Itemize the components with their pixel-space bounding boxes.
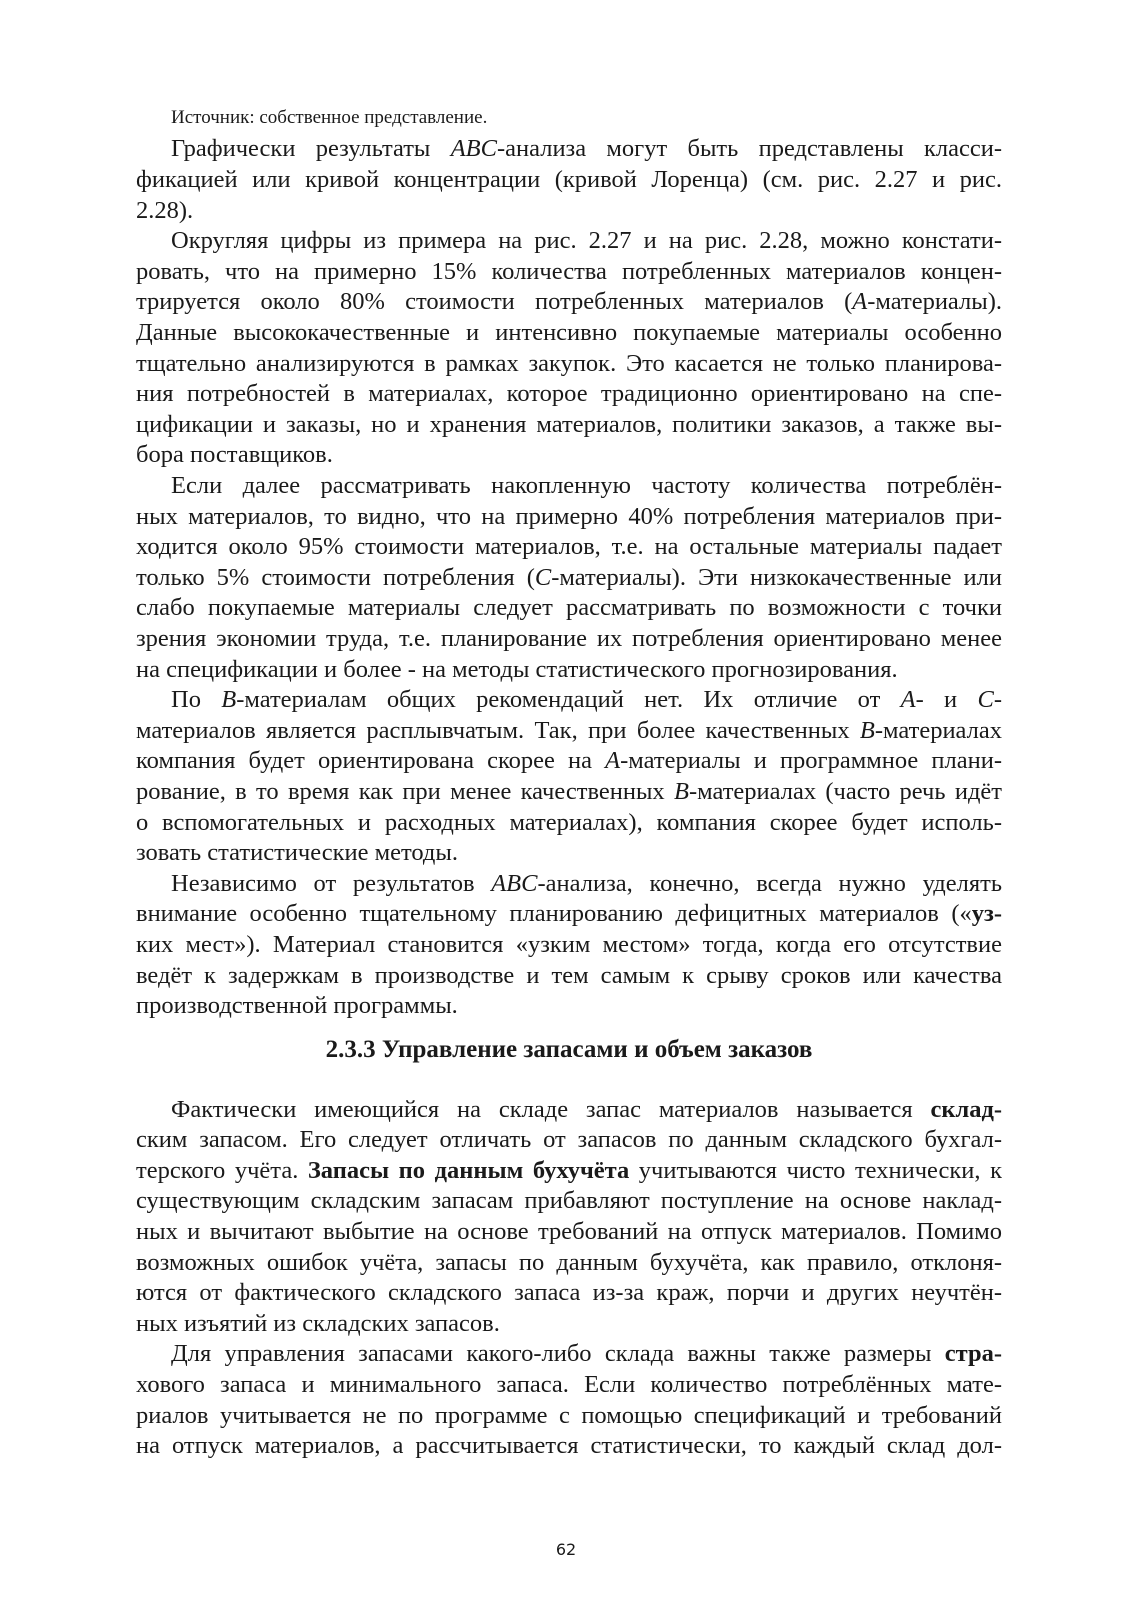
text-line: ются от фактического складского запаса из-за краж, порчи и других неучтён- [136, 1279, 1002, 1306]
text-line: на отпуск материалов, а рассчитывается статистически, то каждый склад дол- [136, 1432, 1002, 1459]
text-line: ским запасом. Его следует отличать от запасов по данным складского бухгал- [136, 1126, 1002, 1153]
emphasis-bold: стра- [944, 1340, 1002, 1367]
text-line: внимание особенно тщательному планированию дефицитных материалов («уз- [136, 900, 1002, 927]
text-line: Если далее рассматривать накопленную частоту количества потреблён- [171, 472, 1002, 499]
text-line: Графически результаты ABC-анализа могут быть представлены класси- [171, 135, 1002, 162]
emphasis-italic: B [673, 778, 689, 805]
text-line: хового запаса и минимального запаса. Если количество потреблённых мате- [136, 1371, 1002, 1398]
text-line: ния потребностей в материалах, которое традиционно ориентировано на спе- [136, 380, 1002, 407]
text-line: терского учёта. Запасы по данным бухучёта учитываются чисто технически, к [136, 1157, 1002, 1184]
text-line: на спецификации и более - на методы статистического прогнозирования. [136, 656, 898, 683]
text-line: только 5% стоимости потребления (C-материалы). Эти низкокачественные или [136, 564, 1002, 591]
text-line: Независимо от результатов ABC-анализа, конечно, всегда нужно уделять [171, 870, 1002, 897]
text-line: компания будет ориентирована скорее на A-материалы и программное плани- [136, 747, 1002, 774]
text-line: производственной программы. [136, 992, 458, 1019]
emphasis-italic: B [859, 717, 875, 744]
emphasis-bold: Запасы по данным бухучёта [307, 1157, 630, 1184]
emphasis-italic: C [977, 686, 994, 713]
section-heading: 2.3.3 Управление запасами и объем заказов [325, 1036, 813, 1063]
text-line: Данные высококачественные и интенсивно покупаемые материалы особенно [136, 319, 1002, 346]
emphasis-italic: A [605, 747, 621, 774]
page-number: 62 [555, 1540, 577, 1559]
text-line: ходится около 95% стоимости материалов, т.е. на остальные материалы падает [136, 533, 1002, 560]
text-line: Округляя цифры из примера на рис. 2.27 и на рис. 2.28, можно констати- [171, 227, 1002, 254]
text-line: зрения экономии труда, т.е. планирование их потребления ориентировано менее [136, 625, 1002, 652]
text-line: ровать, что на примерно 15% количества потребленных материалов концен- [136, 258, 1002, 285]
text-line: о вспомогательных и расходных материалах), компания скорее будет исполь- [136, 809, 1002, 836]
text-line: фикацией или кривой концентрации (кривой Лоренца) (см. рис. 2.27 и рис. [136, 166, 1002, 193]
text-line: Фактически имеющийся на складе запас материалов называется склад- [171, 1096, 1002, 1123]
text-line: бора поставщиков. [136, 441, 333, 468]
text-line: По B-материалам общих рекомендаций нет. Их отличие от A- и C- [171, 686, 1002, 713]
text-line: цификации и заказы, но и хранения материалов, политики заказов, а также вы- [136, 411, 1002, 438]
text-line: возможных ошибок учёта, запасы по данным бухучёта, как правило, отклоня- [136, 1249, 1002, 1276]
text-line: зовать статистические методы. [136, 839, 458, 866]
text-line: ных материалов, то видно, что на примерно 40% потребления материалов при- [136, 503, 1002, 530]
text-line: слабо покупаемые материалы следует рассматривать по возможности с точки [136, 594, 1002, 621]
text-line: ведёт к задержкам в производстве и тем самым к срыву сроков или качества [136, 962, 1002, 989]
text-line: тщательно анализируются в рамках закупок. Это касается не только планирова- [136, 350, 1002, 377]
emphasis-bold: склад- [930, 1096, 1002, 1123]
text-line: существующим складским запасам прибавляют поступление на основе наклад- [136, 1187, 1002, 1214]
emphasis-italic: ABC [491, 870, 538, 897]
text-line: рование, в то время как при менее качественных B-материалах (часто речь идёт [136, 778, 1002, 805]
emphasis-italic: B [221, 686, 237, 713]
emphasis-italic: ABC [450, 135, 497, 162]
text-line: риалов учитывается не по программе с помощью спецификаций и требований [136, 1402, 1002, 1429]
emphasis-italic: C [534, 564, 552, 591]
text-line: ных изъятий из складских запасов. [136, 1310, 500, 1337]
emphasis-bold: уз- [971, 900, 1002, 927]
emphasis-italic: A [852, 288, 868, 315]
text-line: ких мест»). Материал становится «узким местом» тогда, когда его отсутствие [136, 931, 1002, 958]
source-note: Источник: собственное представление. [171, 107, 488, 128]
text-line: Для управления запасами какого-либо склада важны также размеры стра- [171, 1340, 1002, 1367]
emphasis-italic: A [900, 686, 916, 713]
text-line: материалов является расплывчатым. Так, при более качественных B-материалах [136, 717, 1002, 744]
text-line: 2.28). [136, 197, 194, 224]
text-line: ных и вычитают выбытие на основе требований на отпуск материалов. Помимо [136, 1218, 1002, 1245]
text-line: трируется около 80% стоимости потребленных материалов (A-материалы). [136, 288, 1002, 315]
